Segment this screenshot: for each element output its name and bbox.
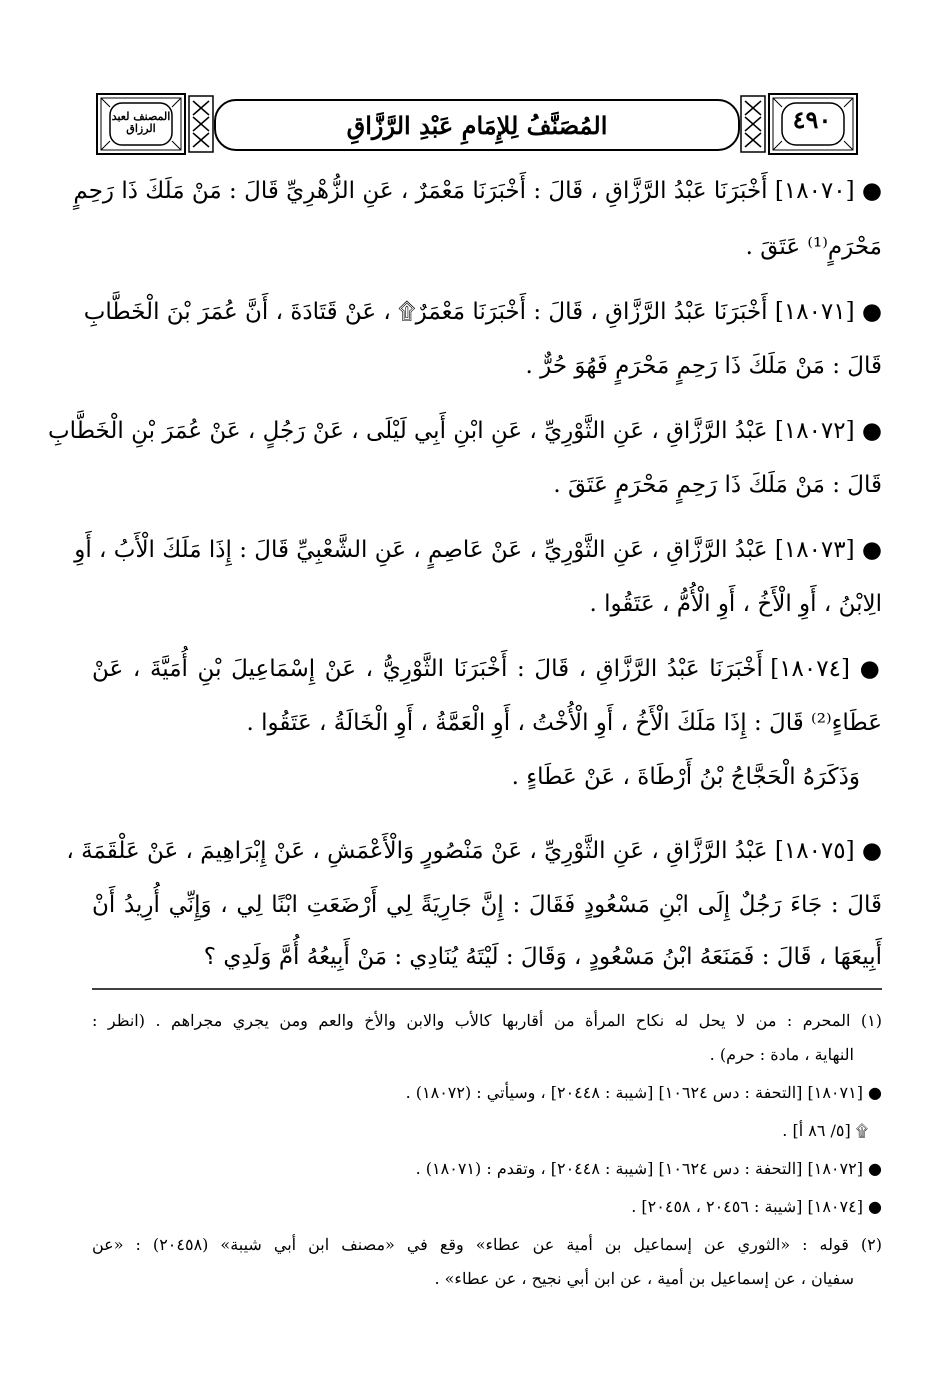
text-line: ● [١٨٠٧٥] عَبْدُ الرَّزَّاقِ ، عَنِ الثَّوْرِيِّ ، عَنْ مَنْصُورٍ وَالْأَعْمَشِ ، عَنْ إِبْرَاهِيمَ ، عَنْ عَلْقَمَةَ ، xyxy=(66,838,882,864)
text-line: عَطَاءٍ⁽²⁾ قَالَ : إِذَا مَلَكَ الْأَخُ ، أَوِ الْأُخْتُ ، أَوِ الْعَمَّةُ ، أَوِ الْخَالَةُ ، عَتَقُوا . xyxy=(246,710,882,736)
footnote-2: (٢) قوله : «الثوري عن إسماعيل بن أمية عن عطاء» وقع في «مصنف ابن أبي شيبة» (٢٠٤٥٨) : «عن xyxy=(92,1235,882,1254)
text-line: أَبِيعَهَا ، قَالَ : فَمَنَعَهُ ابْنُ مَسْعُودٍ ، وَقَالَ : لَيْتَهُ يُنَادِي : مَنْ أَبِيعُهُ أُمَّ وَلَدِي ؟ xyxy=(203,944,882,970)
text-line: مَحْرَمٍ⁽¹⁾ عَتَقَ . xyxy=(745,234,882,260)
footnote-1: (١) المحرم : من لا يحل له نكاح المرأة من أقاربها كالأب والابن والأخ والعم ومن يجري مجراهم . (انظر : xyxy=(92,1011,882,1030)
text-line: ● [١٨٠٧٠] أَخْبَرَنَا عَبْدُ الرَّزَّاقِ ، قَالَ : أَخْبَرَنَا مَعْمَرٌ ، عَنِ الزُّهْرِيِّ قَالَ : مَنْ مَلَكَ ذَا رَحِمٍ xyxy=(73,178,882,204)
text-line: ● [١٨٠٧٤] أَخْبَرَنَا عَبْدُ الرَّزَّاقِ ، قَالَ : أَخْبَرَنَا الثَّوْرِيُّ ، عَنْ إِسْمَاعِيلَ بْنِ أُمَيَّةَ ، عَنْ xyxy=(92,656,882,682)
text-line: ● [١٨٠٧٢] عَبْدُ الرَّزَّاقِ ، عَنِ الثَّوْرِيِّ ، عَنِ ابْنِ أَبِي لَيْلَى ، عَنْ رَجُلٍ ، عَنْ عُمَرَ بْنِ الْخَطَّابِ xyxy=(48,418,882,444)
hadith-entry-18072 xyxy=(48,416,882,530)
footnote-2-continued: سفيان ، عن إسماعيل بن أمية ، عن ابن أبي نجيح ، عن عطاء» . xyxy=(434,1269,854,1288)
text-line: قَالَ : مَنْ مَلَكَ ذَا رَحِمٍ مَحْرَمٍ فَهُوَ حُرٌّ . xyxy=(525,353,882,379)
footnote-separator xyxy=(92,988,930,991)
text-line: قَالَ : جَاءَ رَجُلٌ إِلَى ابْنِ مَسْعُودٍ فَقَالَ : إِنَّ جَارِيَةً لِي أَرْضَعَتِ ابْنًا لِي ، وَإِنِّي أُرِيدُ أَنْ xyxy=(92,892,882,918)
takhrij-18074: ● [١٨٠٧٤] [شيبة : ٢٠٤٥٦ ، ٢٠٤٥٨] . xyxy=(631,1197,882,1216)
hadith-entry-18071 xyxy=(83,297,882,411)
text-line: الِابْنُ ، أَوِ الْأَخُ ، أَوِ الْأُمُّ ، عَتَقُوا . xyxy=(589,591,882,617)
hadith-entry-18075 xyxy=(66,836,882,1002)
ornament-knot-right xyxy=(740,95,766,153)
text-line: قَالَ : مَنْ مَلَكَ ذَا رَحِمٍ مَحْرَمٍ عَتَقَ . xyxy=(553,472,882,498)
page-number: ٤٩٠ xyxy=(792,105,832,134)
takhrij-18072: ● [١٨٠٧٢] [التحفة : دس ١٠٦٢٤] [شيبة : ٢٠٤٤٨] ، وتقدم : (١٨٠٧١) . xyxy=(415,1159,882,1178)
footnote-1-continued: النهاية ، مادة : حرم) . xyxy=(709,1045,854,1064)
hadith-entry-18073 xyxy=(74,535,882,649)
ornament-knot-left xyxy=(188,95,214,153)
seal-caption: المصنف لعبد الرزاق xyxy=(111,110,171,135)
manuscript-folio-note: ۩ [٥/ ٨٦ أ] . xyxy=(782,1121,868,1140)
takhrij-18071: ● [١٨٠٧١] [التحفة : دس ١٠٦٢٤] [شيبة : ٢٠٤٤٨] ، وسيأتي : (١٨٠٧٢) . xyxy=(405,1083,882,1102)
header-title-frame xyxy=(214,99,740,151)
hadith-entry-18074 xyxy=(92,654,882,822)
text-line: ● [١٨٠٧١] أَخْبَرَنَا عَبْدُ الرَّزَّاقِ ، قَالَ : أَخْبَرَنَا مَعْمَرٌ۩ ، عَنْ قَتَادَةَ ، أَنَّ عُمَرَ بْنَ الْخَطَّابِ xyxy=(83,299,882,325)
running-title: المُصَنَّفُ لِلإِمَامِ عَبْدِ الرَّزَّاقِ xyxy=(346,110,608,140)
hadith-entry-18070 xyxy=(73,176,882,292)
text-line: وَذَكَرَهُ الْحَجَّاجُ بْنُ أَرْطَاةَ ، عَنْ عَطَاءٍ . xyxy=(511,764,860,790)
text-line: ● [١٨٠٧٣] عَبْدُ الرَّزَّاقِ ، عَنِ الثَّوْرِيِّ ، عَنْ عَاصِمٍ ، عَنِ الشَّعْبِيِّ قَالَ : إِذَا مَلَكَ الْأَبُ ، أَوِ xyxy=(74,537,882,563)
page-header xyxy=(96,93,858,155)
